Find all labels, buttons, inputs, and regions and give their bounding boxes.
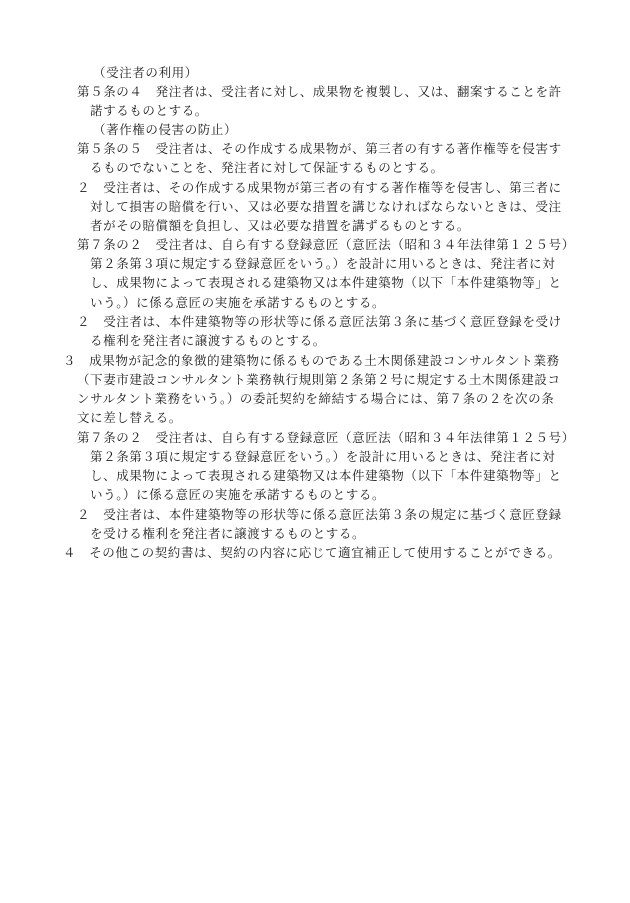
- article-7-2-para-2-line-1: ２ 受注者は、本件建築物等の形状等に係る意匠法第３条に基づく意匠登録を受け: [77, 314, 562, 329]
- heading-contractor-use: （受注者の利用）: [93, 65, 198, 80]
- article-7-2-line-4: いう。）に係る意匠の実施を承諾するものとする。: [90, 295, 386, 310]
- replacement-article-7-2-line-2: 第２条第３項に規定する登録意匠をいう。）を設計に用いるときは、発注者に対: [90, 449, 556, 464]
- article-7-2-line-1: 第７条の２ 受注者は、自ら有する登録意匠（意匠法（昭和３４年法律第１２５号）: [77, 237, 575, 252]
- article-5-5-line-1: 第５条の５ 受注者は、その作成する成果物が、第三者の有する著作権等を侵害す: [77, 141, 562, 156]
- replacement-article-7-2-para-2-line-1: ２ 受注者は、本件建築物等の形状等に係る意匠法第３条の規定に基づく意匠登録: [77, 507, 562, 522]
- replacement-article-7-2-line-4: いう。）に係る意匠の実施を承諾するものとする。: [90, 487, 386, 502]
- article-5-4-line-2: 諾するものとする。: [90, 103, 208, 118]
- note-3-line-3: ンサルタント業務をいう。）の委託契約を締結する場合には、第７条の２を次の条: [77, 391, 555, 406]
- article-5-5-line-2: るものでないことを、発注者に対して保証するものとする。: [90, 160, 444, 175]
- article-7-2-line-2: 第２条第３項に規定する登録意匠をいう。）を設計に用いるときは、発注者に対: [90, 256, 556, 271]
- replacement-article-7-2-line-1: 第７条の２ 受注者は、自ら有する登録意匠（意匠法（昭和３４年法律第１２５号）: [77, 430, 575, 445]
- article-5-5-para-2-line-3: 者がその賠償額を負担し、又は必要な措置を講ずるものとする。: [90, 218, 470, 233]
- article-5-4-line-1: 第５条の４ 発注者は、受注者に対し、成果物を複製し、又は、翻案することを許: [77, 84, 562, 99]
- article-5-5-para-2-line-2: 対して損害の賠償を行い、又は必要な措置を講じなければならないときは、受注: [90, 199, 562, 214]
- heading-copyright-infringement-prevention: （著作権の侵害の防止）: [93, 122, 238, 137]
- replacement-article-7-2-para-2-line-2: を受ける権利を発注者に譲渡するものとする。: [90, 526, 366, 541]
- note-3-line-1: ３ 成果物が記念的象徴的建築物に係るものである土木関係建設コンサルタント業務: [63, 353, 560, 368]
- article-7-2-para-2-line-2: る権利を発注者に譲渡するものとする。: [90, 333, 326, 348]
- article-7-2-line-3: し、成果物によって表現される建築物又は本件建築物（以下「本件建築物等」と: [90, 275, 562, 290]
- note-4: ４ その他この契約書は、契約の内容に応じて適宜補正して使用することができる。: [63, 545, 561, 560]
- replacement-article-7-2-line-3: し、成果物によって表現される建築物又は本件建築物（以下「本件建築物等」と: [90, 468, 562, 483]
- article-5-5-para-2-line-1: ２ 受注者は、その作成する成果物が第三者の有する著作権等を侵害し、第三者に: [77, 180, 562, 195]
- note-3-line-4: 文に差し替える。: [77, 410, 182, 425]
- note-3-line-2: （下妻市建設コンサルタント業務執行規則第２条第２号に規定する土木関係建設コ: [77, 372, 561, 387]
